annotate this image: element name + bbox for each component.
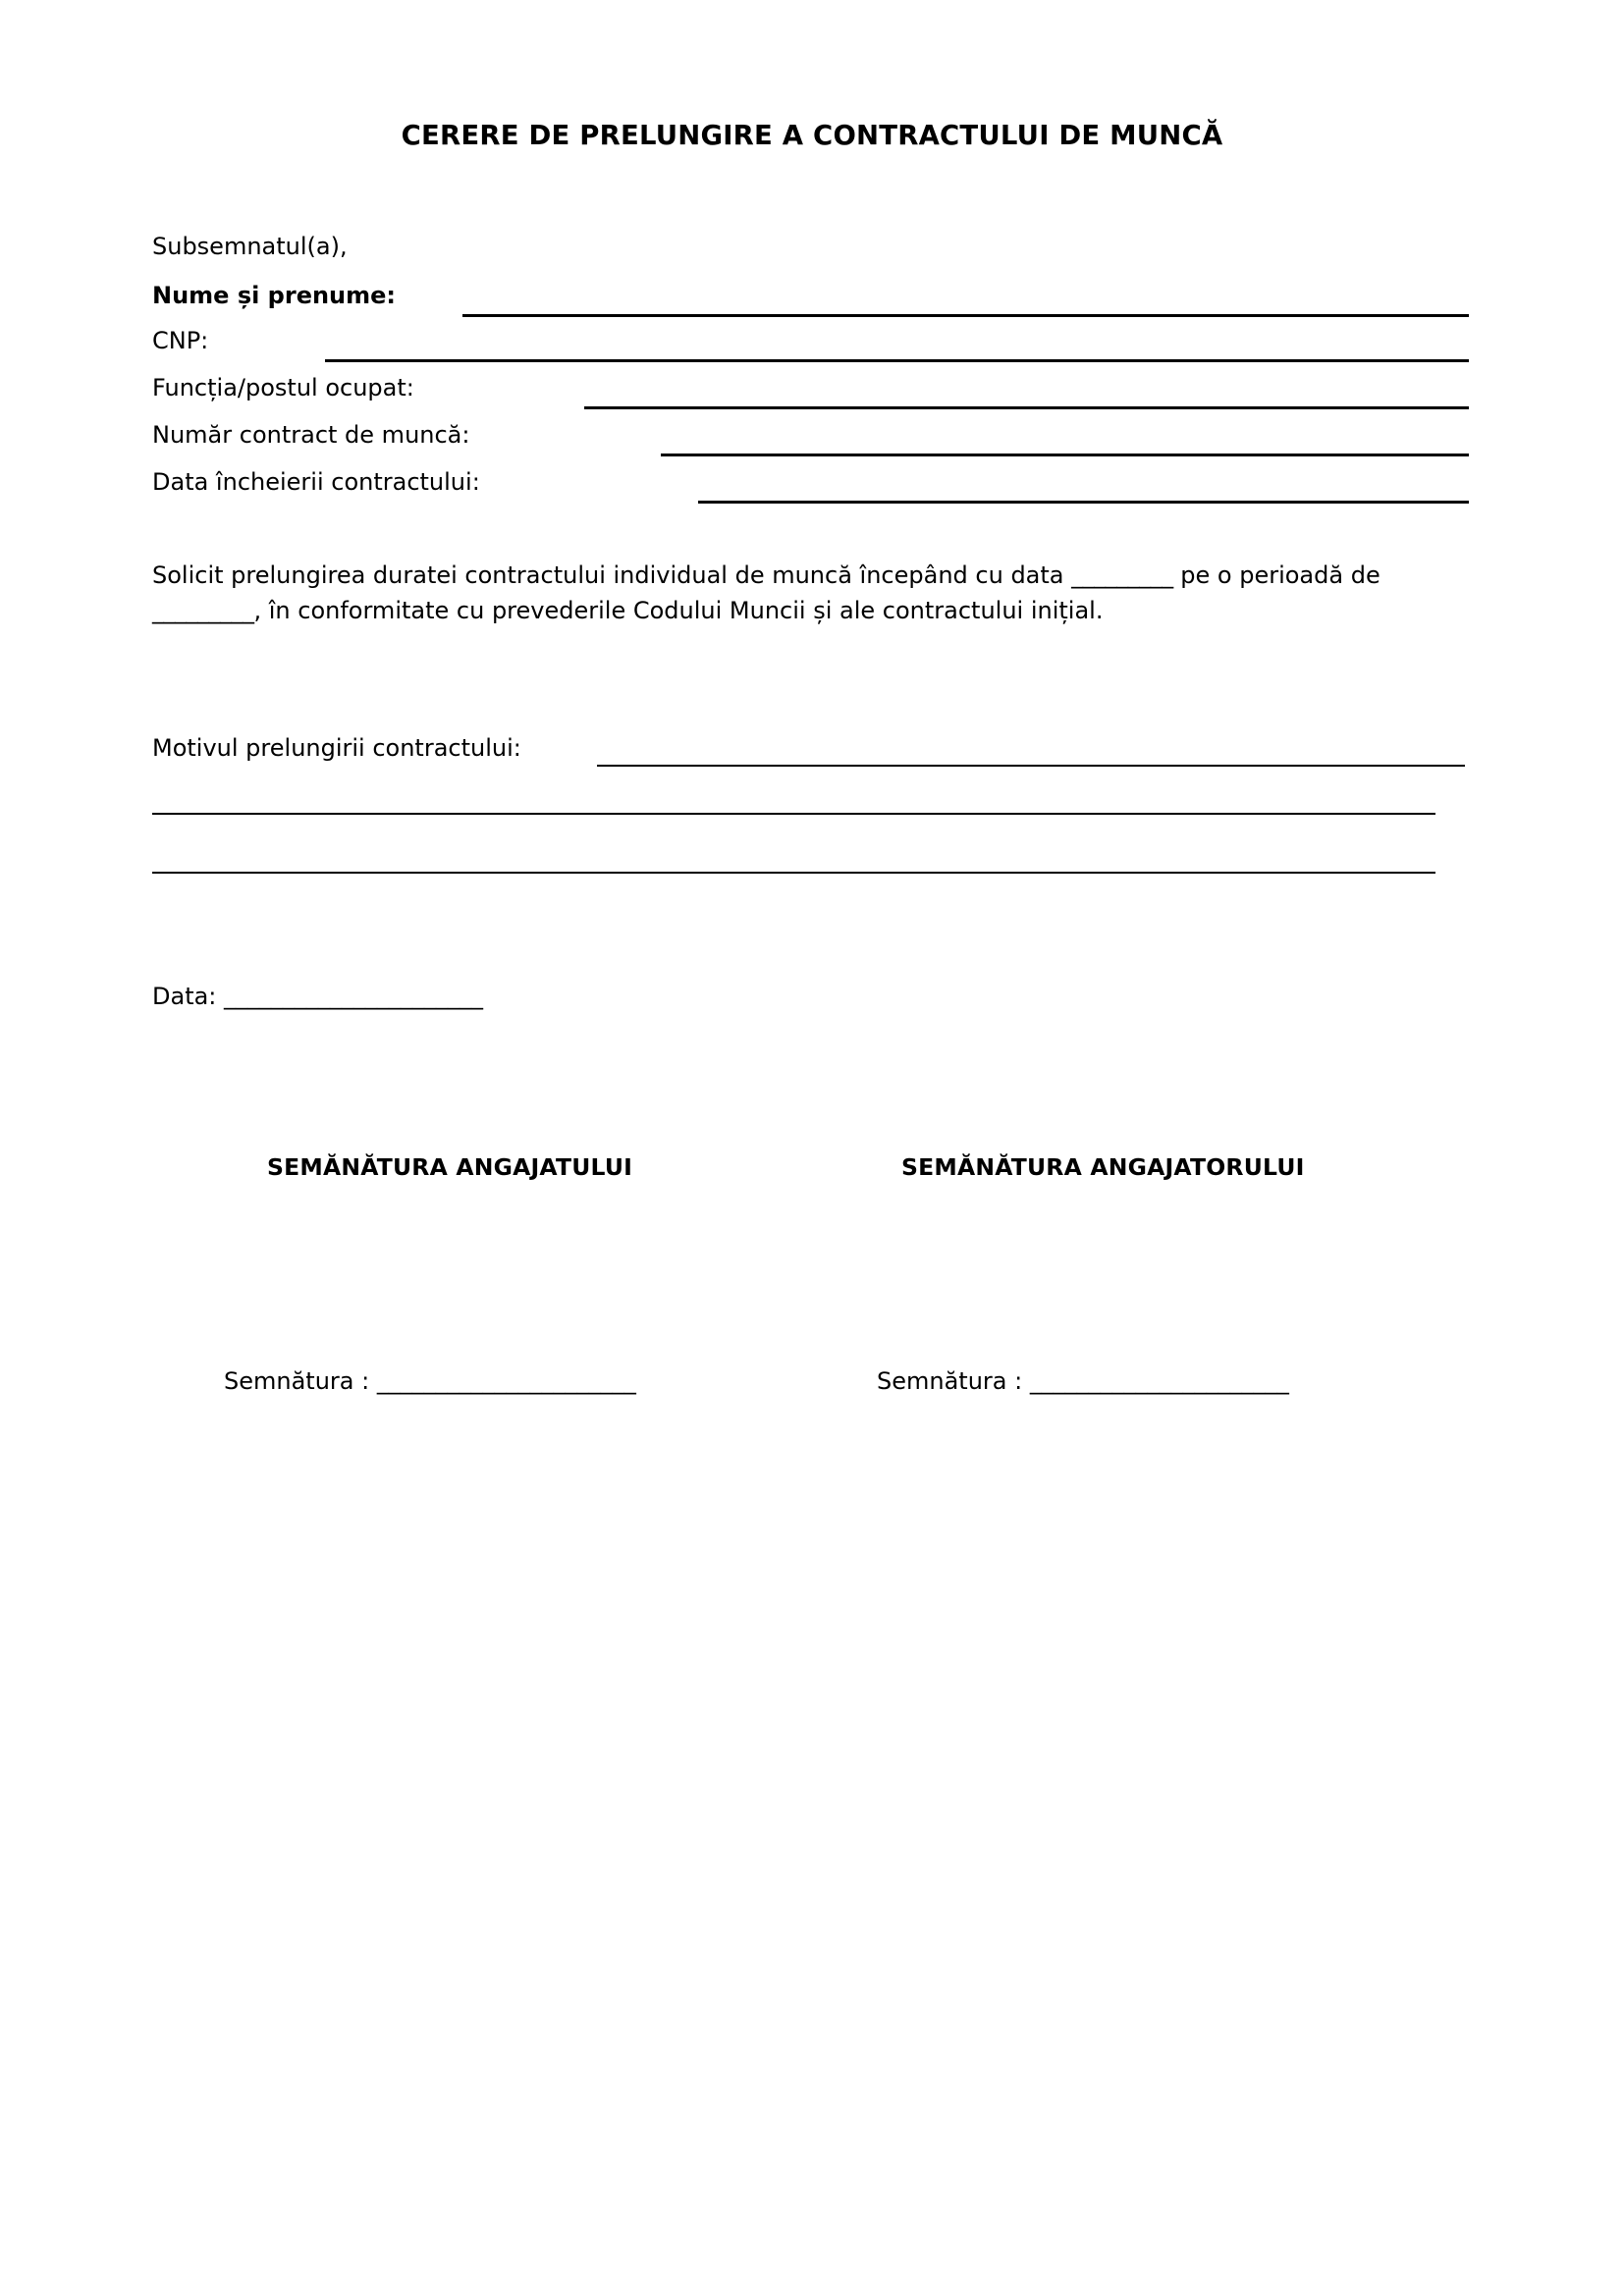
field-label-data-incheierii: Data încheierii contractului: (152, 468, 480, 496)
date-blank[interactable]: ______________________ (224, 983, 484, 1010)
request-paragraph-part1: Solicit prelungirea duratei contractului individual de muncă începând cu data (152, 561, 1072, 589)
reason-rule-1[interactable] (597, 765, 1465, 767)
employer-signature-heading: SEMĂNĂTURA ANGAJATORULUI (901, 1153, 1305, 1181)
reason-label: Motivul prelungirii contractului: (152, 734, 521, 762)
reason-rule-3[interactable] (152, 872, 1435, 874)
field-label-cnp: CNP: (152, 327, 209, 354)
field-label-numar-contract: Număr contract de muncă: (152, 421, 470, 449)
field-rule-functia[interactable] (584, 406, 1469, 409)
field-rule-numar-contract[interactable] (661, 454, 1469, 456)
request-paragraph-part3: , în conformitate cu prevederile Codului Muncii și ale contractului inițial. (253, 597, 1104, 625)
request-paragraph (152, 558, 1473, 629)
request-blank-period[interactable]: _________ (152, 597, 254, 625)
employee-signature-heading: SEMĂNĂTURA ANGAJATULUI (267, 1153, 633, 1181)
field-label-nume: Nume și prenume: (152, 282, 397, 309)
employer-signature-line[interactable]: Semnătura : ______________________ (877, 1367, 1289, 1395)
page-title: CERERE DE PRELUNGIRE A CONTRACTULUI DE MUNCĂ (401, 120, 1223, 151)
intro-text: Subsemnatul(a), (152, 233, 348, 260)
date-row (152, 983, 483, 1010)
date-label: Data: (152, 983, 217, 1010)
field-rule-nume[interactable] (462, 314, 1469, 317)
employee-signature-line[interactable]: Semnătura : ______________________ (224, 1367, 636, 1395)
field-rule-cnp[interactable] (325, 359, 1469, 362)
request-paragraph-part2: pe o perioadă de (1172, 561, 1380, 589)
field-label-functia: Funcția/postul ocupat: (152, 374, 414, 401)
reason-rule-2[interactable] (152, 813, 1435, 815)
field-rule-data-incheierii[interactable] (698, 501, 1469, 504)
request-blank-start-date[interactable]: _________ (1071, 561, 1173, 589)
